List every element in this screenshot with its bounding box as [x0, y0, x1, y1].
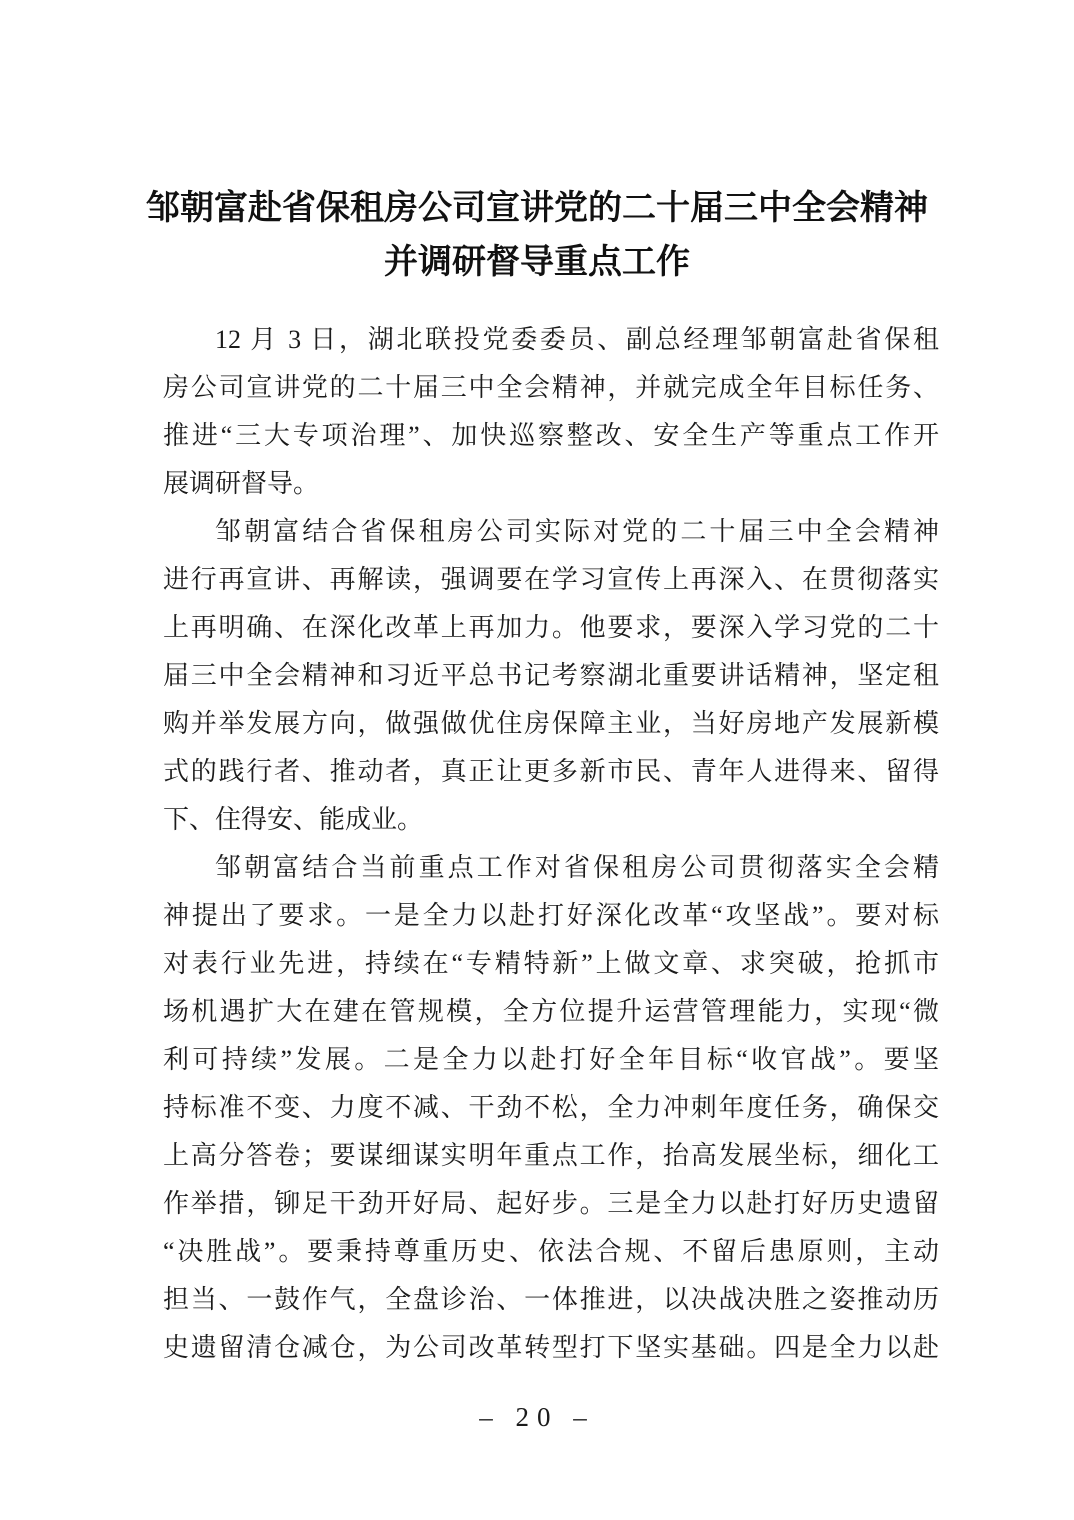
text-line: 下、住得安、能成业。 — [163, 805, 424, 834]
text-line: 邹朝富结合省保租房公司实际对党的二十届三中全会精神 — [215, 517, 939, 546]
text-line: 上高分答卷；要谋细谋实明年重点工作，抬高发展坐标，细化工 — [163, 1141, 939, 1170]
title-line-1: 邹朝富赴省保租房公司宣讲党的二十届三中全会精神 — [146, 190, 928, 227]
page-number: – 20 – — [479, 1402, 595, 1432]
title-line-2: 并调研督导重点工作 — [384, 244, 690, 281]
text-line: 房公司宣讲党的二十届三中全会精神，并就完成全年目标任务、 — [163, 373, 939, 402]
text-line: “决胜战”。要秉持尊重历史、依法合规、不留后患原则，主动 — [163, 1237, 939, 1266]
text-line: 场机遇扩大在建在管规模，全方位提升运营管理能力，实现“微 — [163, 997, 939, 1026]
text-line: 购并举发展方向，做强做优住房保障主业，当好房地产发展新模 — [163, 709, 939, 738]
text-line: 持标准不变、力度不减、干劲不松，全力冲刺年度任务，确保交 — [163, 1093, 939, 1122]
text-line: 对表行业先进，持续在“专精特新”上做文章、求突破，抢抓市 — [163, 949, 939, 978]
text-line: 神提出了要求。一是全力以赴打好深化改革“攻坚战”。要对标 — [163, 901, 939, 930]
text-line: 担当、一鼓作气，全盘诊治、一体推进，以决战决胜之姿推动历 — [163, 1285, 939, 1314]
text-line: 邹朝富结合当前重点工作对省保租房公司贯彻落实全会精 — [215, 853, 939, 882]
text-line: 上再明确、在深化改革上再加力。他要求，要深入学习党的二十 — [163, 613, 939, 642]
text-line: 式的践行者、推动者，真正让更多新市民、青年人进得来、留得 — [163, 757, 939, 786]
text-line: 作举措，铆足干劲开好局、起好步。三是全力以赴打好历史遗留 — [163, 1189, 939, 1218]
text-line: 展调研督导。 — [163, 469, 320, 498]
paragraph — [163, 508, 939, 844]
paragraph — [163, 844, 939, 1372]
text-line: 史遗留清仓减仓，为公司改革转型打下坚实基础。四是全力以赴 — [163, 1333, 939, 1362]
text-line: 推进“三大专项治理”、加快巡察整改、安全生产等重点工作开 — [163, 421, 939, 450]
document-title — [0, 182, 1074, 290]
text-line: 12 月 3 日，湖北联投党委委员、副总经理邹朝富赴省保租 — [215, 325, 939, 354]
text-line: 进行再宣讲、再解读，强调要在学习宣传上再深入、在贯彻落实 — [163, 565, 939, 594]
paragraph — [163, 316, 939, 508]
text-line: 届三中全会精神和习近平总书记考察湖北重要讲话精神，坚定租 — [163, 661, 939, 690]
document-content — [163, 316, 939, 1372]
page-footer — [0, 1402, 1074, 1433]
text-line: 利可持续”发展。二是全力以赴打好全年目标“收官战”。要坚 — [163, 1045, 939, 1074]
